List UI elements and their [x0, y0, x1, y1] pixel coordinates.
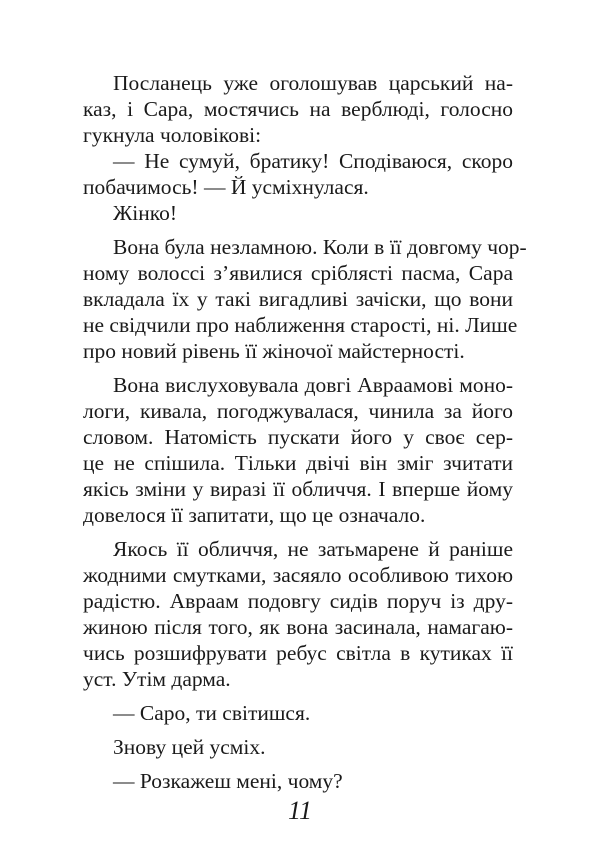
text-line: чись розшифрувати ребус світла в кутиках її: [83, 641, 513, 665]
text-line: жодними смутками, засяяло особливою тихою: [83, 563, 513, 587]
text-line: про новий рівень її жіночої майстерності.: [83, 339, 465, 363]
page-number: 11: [287, 796, 313, 825]
text-line: не свідчили про наближення старості, ні. Лише: [83, 313, 518, 337]
text-line: — Не сумуй, братику! Сподіваюся, скоро: [113, 149, 513, 173]
text-line: уст. Утім дарма.: [83, 667, 231, 691]
text-line: радістю. Авраам подовгу сидів поруч із дру-: [83, 589, 513, 613]
text-line: Якось її обличчя, не затьмарене й раніше: [113, 537, 513, 561]
text-line: гукнула чоловікові:: [83, 123, 262, 147]
text-line: вкладала їх у такі вигадливі зачіски, що вони: [83, 287, 513, 311]
text-line: жиною після того, як вона засинала, намагаю-: [83, 615, 513, 639]
text-line: словом. Натомість пускати його у своє сер-: [83, 425, 513, 449]
text-line: побачимось! — Й усміхнулася.: [83, 175, 369, 199]
text-line: логи, кивала, погоджувалася, чинила за його: [83, 399, 513, 423]
text-line: ному волоссі з’явилися сріблясті пасма, Сара: [83, 261, 513, 285]
text-line: — Розкажеш мені, чому?: [113, 769, 343, 793]
text-line: Знову цей усміх.: [113, 735, 266, 759]
text-line: Жінко!: [113, 201, 178, 225]
text-line: це не спішила. Тільки двічі він зміг зчитати: [83, 451, 513, 475]
text-line: каз, і Сара, мостячись на верблюді, голосно: [83, 97, 513, 121]
text-line: — Саро, ти світишся.: [113, 701, 311, 725]
text-line: Вона була незламною. Коли в її довгому чор-: [113, 235, 527, 259]
text-line: Вона вислуховувала довгі Авраамові моно-: [113, 373, 513, 397]
text-line: якісь зміни у виразі її обличчя. І вперше йому: [83, 477, 513, 501]
text-line: Посланець уже оголошував царський на-: [113, 71, 513, 95]
text-line: довелося її запитати, що це означало.: [83, 503, 426, 527]
